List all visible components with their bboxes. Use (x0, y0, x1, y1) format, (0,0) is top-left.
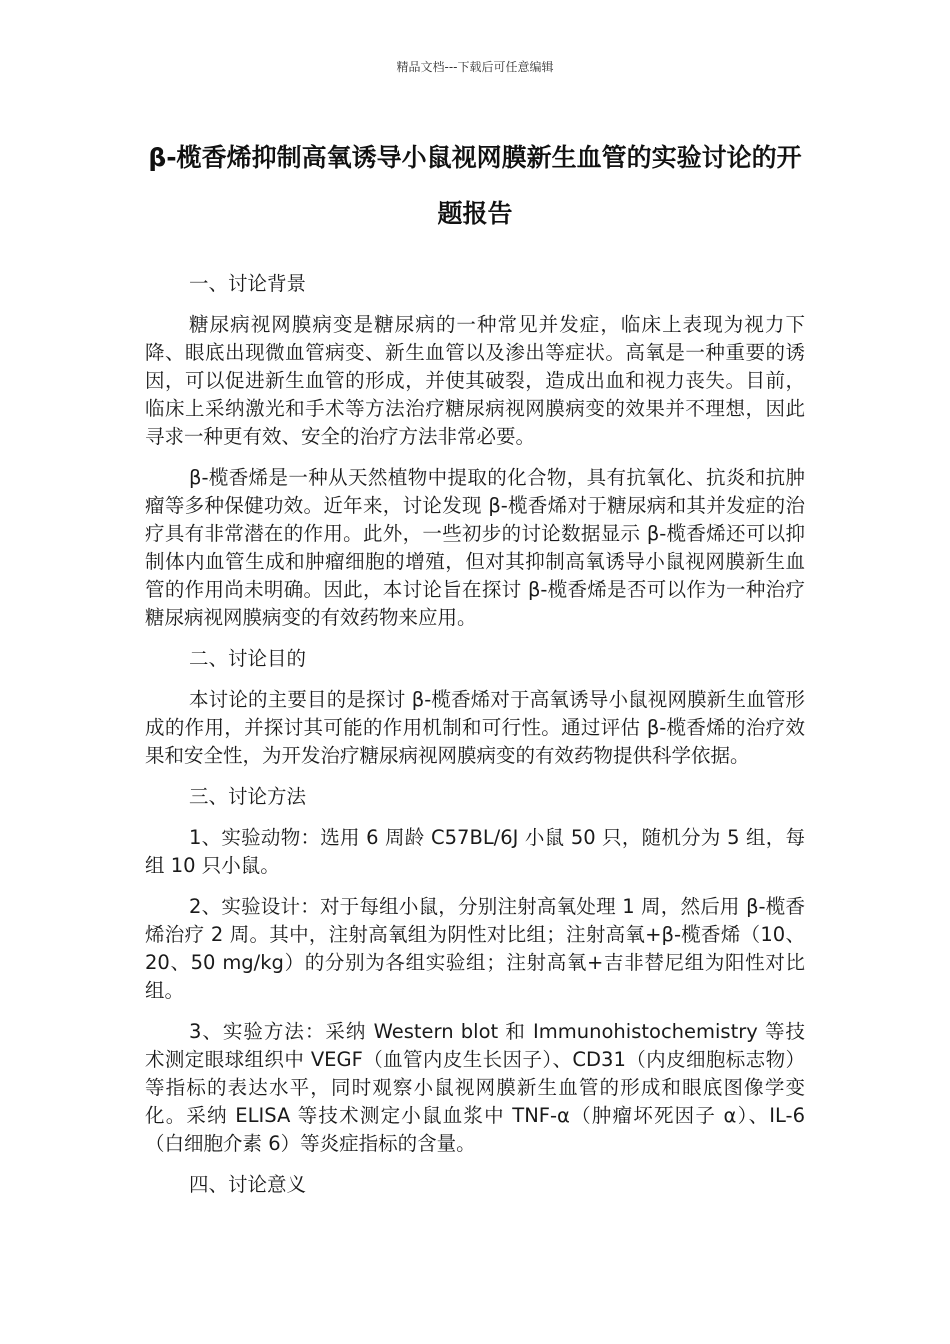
section-heading: 二、讨论目的 (189, 647, 307, 670)
paragraph: β-榄香烯是一种从天然植物中提取的化合物，具有抗氧化、抗炎和抗肿瘤等多种保健功效。近年来，讨论发现 β-榄香烯对于糖尿病和其并发症的治疗具有非常潜在的作用。此外，一些初步的讨论数据显示 β-榄香烯还可以抑制体内血管生成和肿瘤细胞的增殖，但对其抑制高氧诱导小鼠视网膜新生血管的作用尚未明确。因此，本讨论旨在探讨 β-榄香烯是否可以作为一种治疗糖尿病视网膜病变的有效药物来应用。 (145, 466, 805, 629)
document-title: β-榄香烯抑制高氧诱导小鼠视网膜新生血管的实验讨论的开题报告 (148, 143, 802, 228)
paragraph: 1、实验动物：选用 6 周龄 C57BL/6J 小鼠 50 只，随机分为 5 组，每组 10 只小鼠。 (145, 826, 805, 877)
section-heading: 一、讨论背景 (189, 272, 307, 295)
paragraph: 3、实验方法：采纳 Western blot 和 Immunohistochemistry 等技术测定眼球组织中 VEGF（血管内皮生长因子）、CD31（内皮细胞标志物）等指标的表达水平，同时观察小鼠视网膜新生血管的形成和眼底图像学变化。采纳 ELISA 等技术测定小鼠血浆中 TNF-α（肿瘤坏死因子 α）、IL-6（白细胞介素 6）等炎症指标的含量。 (145, 1020, 805, 1155)
section-heading: 三、讨论方法 (189, 785, 307, 808)
section-heading: 四、讨论意义 (189, 1173, 307, 1196)
paragraph: 糖尿病视网膜病变是糖尿病的一种常见并发症，临床上表现为视力下降、眼底出现微血管病变、新生血管以及渗出等症状。高氧是一种重要的诱因，可以促进新生血管的形成，并使其破裂，造成出血和视力丧失。目前，临床上采纳激光和手术等方法治疗糖尿病视网膜病变的效果并不理想，因此寻求一种更有效、安全的治疗方法非常必要。 (145, 313, 805, 448)
paragraph: 2、实验设计：对于每组小鼠，分别注射高氧处理 1 周，然后用 β-榄香烯治疗 2 周。其中，注射高氧组为阴性对比组；注射高氧+β-榄香烯（10、20、50 mg/kg）的分别为各组实验组；注射高氧+吉非替尼组为阳性对比组。 (145, 895, 805, 1002)
paragraph: 本讨论的主要目的是探讨 β-榄香烯对于高氧诱导小鼠视网膜新生血管形成的作用，并探讨其可能的作用机制和可行性。通过评估 β-榄香烯的治疗效果和安全性，为开发治疗糖尿病视网膜病变的有效药物提供科学依据。 (145, 688, 805, 767)
document-body (145, 270, 805, 1212)
header-note: 精品文档---下载后可任意编辑 (396, 60, 554, 74)
